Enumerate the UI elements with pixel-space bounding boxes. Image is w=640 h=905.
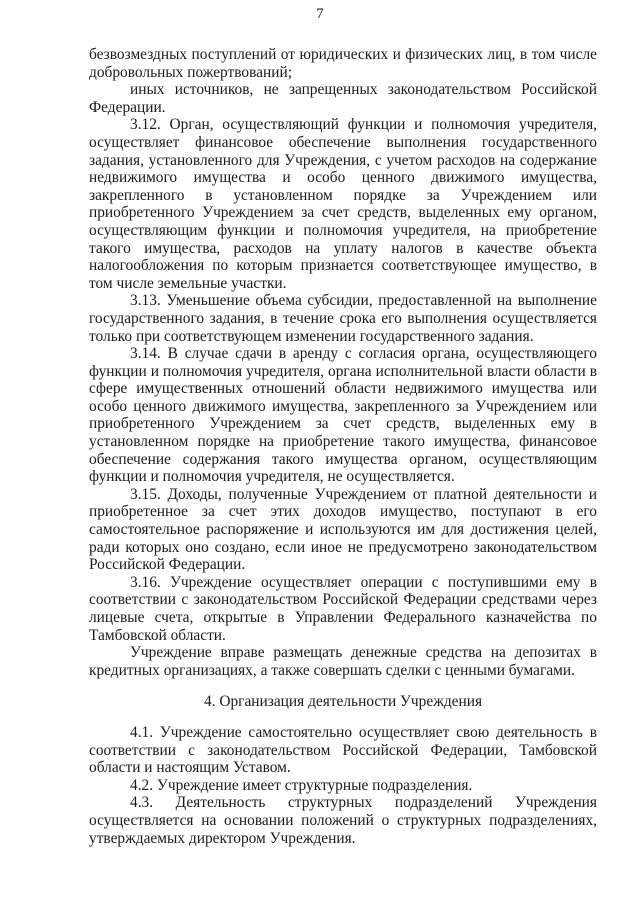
paragraph-continuation: безвозмездных поступлений от юридических и физических лиц, в том числе добровольных пожертвований; [89, 46, 597, 81]
paragraph-4-2: 4.2. Учреждение имеет структурные подразделения. [130, 776, 473, 794]
section-heading: 4. Организация деятельности Учреждения [203, 693, 483, 711]
paragraph-4-3: 4.3. Деятельность структурных подразделений Учреждения осуществляется на основании положений о структурных подразделениях, утверждаемых директором Учреждения. [89, 794, 597, 847]
paragraph-3-16: 3.16. Учреждение осуществляет операции с поступившими ему в соответствии с законодательством Российской Федерации средствами через лицевые счета, открытые в Управлении Федерального казначейства по Тамбовской области. [89, 573, 597, 644]
paragraph-3-15: 3.15. Доходы, полученные Учреждением от платной деятельности и приобретенное за счет этих доходов имущество, поступают в его самостоятельное распоряжение и используются им для достижения целей, ради которых оно создано, если иное не предусмотрено законодательством Российской Федерации. [89, 485, 597, 574]
paragraph-4-1: 4.1. Учреждение самостоятельно осуществляет свою деятельность в соответствии с законодательством Российской Федерации, Тамбовской области и настоящим Уставом. [89, 723, 597, 777]
paragraph-deposits: Учреждение вправе размещать денежные средства на депозитах в кредитных организациях, а также совершать сделки с ценными бумагами. [89, 644, 597, 679]
paragraph-3-14: 3.14. В случае сдачи в аренду с согласия органа, осуществляющего функции и полномочия учредителя, органа исполнительной власти области в сфере имущественных отношений области недвижимого имущества или особо ценного движимого имущества, закрепленного за Учреждением или приобретенного Учреждением за счет средств, выделенных ему в установленном порядке на приобретение такого имущества, финансовое обеспечение содержания такого имущества органом, осуществляющим функции и полномочия учредителя, не осуществляется. [89, 345, 597, 486]
paragraph-3-13: 3.13. Уменьшение объема субсидии, предоставленной на выполнение государственного задания, в течение срока его выполнения осуществляется только при соответствующем изменении государственного задания. [89, 292, 597, 345]
document-body [89, 46, 597, 847]
page-number: 7 [316, 6, 324, 22]
paragraph-other-sources: иных источников, не запрещенных законодательством Российской Федерации. [89, 81, 597, 116]
paragraph-3-12: 3.12. Орган, осуществляющий функции и полномочия учредителя, осуществляет финансовое обеспечение выполнения государственного задания, установленного для Учреждения, с учетом расходов на содержание недвижимого имущества и особо ценного движимого имущества, закрепленного в установленном порядке за Учреждением или приобретенного Учреждением за счет средств, выделенных ему органом, осуществляющим функции и полномочия учредителя, на приобретение такого имущества, расходов на уплату налогов в качестве объекта налогообложения по которым признается соответствующее имущество, в том числе земельные участки. [89, 116, 597, 292]
